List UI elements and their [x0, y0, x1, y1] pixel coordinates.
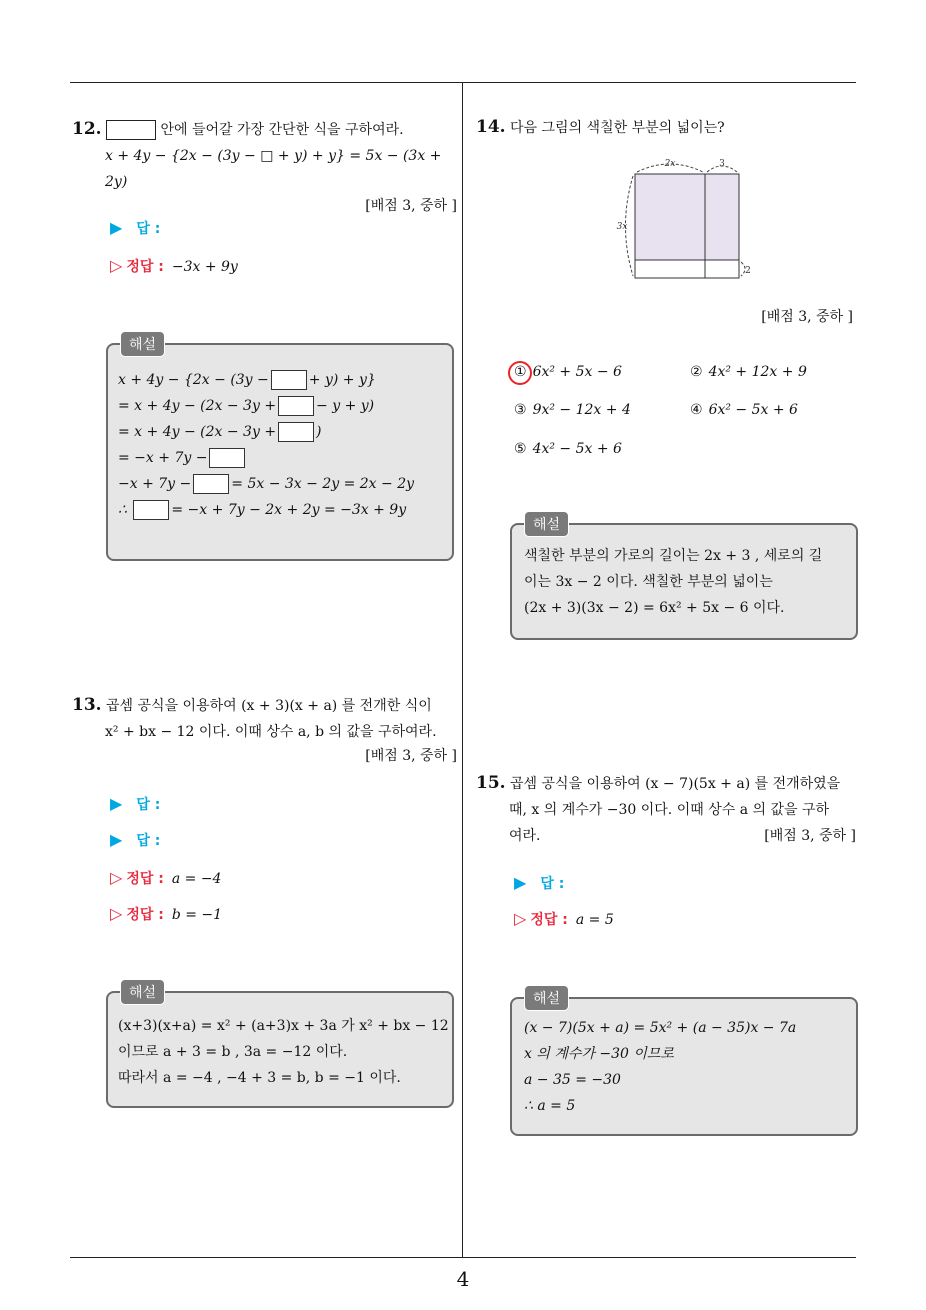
question-number: 15. — [476, 773, 506, 793]
sol-line-3a: = x + 4y − (2x − 3y + — [118, 424, 277, 440]
correct-label: 정답 : — [126, 907, 164, 923]
correct-answer-line — [110, 904, 222, 924]
solution-box — [106, 991, 454, 1108]
sol-line-5a: −x + 7y − — [118, 476, 192, 492]
solution-box — [106, 343, 454, 561]
blank-box — [278, 396, 314, 416]
correct-answer-line — [110, 256, 238, 276]
question-12 — [72, 116, 457, 215]
question-13 — [72, 692, 457, 765]
question-line-1: 곱셈 공식을 이용하여 (x + 3)(x + a) 를 전개한 식이 — [106, 698, 432, 714]
answer-label: 답 : — [136, 797, 161, 813]
choice-mark: ⑤ — [514, 441, 527, 457]
question-prompt: 안에 들어갈 가장 간단한 식을 구하여라. — [160, 122, 404, 138]
question-line-3-row — [476, 823, 856, 849]
unshaded-strip — [635, 260, 739, 278]
solution-lines — [524, 543, 822, 621]
solution-tab: 해설 — [524, 985, 569, 1011]
sol-line-1: (x+3)(x+a) = x² + (a+3)x + 3a 가 x² + bx − 12 — [118, 1018, 449, 1034]
choice-5[interactable] — [514, 441, 622, 457]
solution-tab: 해설 — [120, 331, 165, 357]
sol-line-2b: − y + y) — [316, 398, 375, 414]
question-line-2: 때, x 의 계수가 −30 이다. 이때 상수 a 의 값을 구하 — [509, 802, 830, 818]
correct-arrow-icon: ▷ — [514, 909, 527, 928]
solution-box — [510, 997, 858, 1136]
solution-lines — [118, 1013, 449, 1091]
label-3x: 3x — [616, 222, 628, 232]
solution-lines — [118, 367, 414, 523]
sol-line-6b: = −x + 7y − 2x + 2y = −3x + 9y — [171, 502, 407, 518]
answer-arrow-icon: ▶ — [110, 794, 123, 813]
blank-box — [209, 448, 245, 468]
choice-mark: ③ — [514, 402, 527, 418]
sol-line-2: x 의 계수가 −30 이므로 — [524, 1046, 674, 1062]
answer-line — [110, 218, 160, 238]
choice-mark: ④ — [690, 402, 703, 418]
column-divider — [462, 82, 463, 1258]
score-label: [배점 3, 중하 ] — [365, 748, 457, 764]
answer-arrow-icon: ▶ — [514, 873, 527, 892]
answer-label: 답 : — [136, 221, 161, 237]
bottom-rule — [70, 1257, 856, 1258]
choice-text: 6x² − 5x + 6 — [708, 402, 798, 418]
answer-line — [110, 830, 160, 850]
answer-label: 답 : — [540, 876, 565, 892]
sol-line-4a: = −x + 7y − — [118, 450, 208, 466]
correct-label: 정답 : — [530, 912, 568, 928]
solution-tab: 해설 — [524, 511, 569, 537]
choice-2[interactable] — [690, 364, 807, 380]
correct-label: 정답 : — [126, 871, 164, 887]
choice-mark: ② — [690, 364, 703, 380]
label-2x: 2x — [664, 159, 676, 169]
answer-label: 답 : — [136, 833, 161, 849]
blank-box — [278, 422, 314, 442]
sol-line-1b: + y) + y} — [308, 372, 376, 388]
choice-text: 4x² + 12x + 9 — [708, 364, 807, 380]
answer-line — [110, 794, 160, 814]
score-label: [배점 3, 중하 ] — [764, 828, 856, 844]
choice-3[interactable] — [514, 402, 631, 418]
shaded-region — [635, 174, 739, 260]
question-equation: x + 4y − {2x − (3y − □ + y) + y} = 5x − (3x + 2y) — [105, 148, 442, 190]
label-3: 3 — [719, 159, 725, 169]
sol-line-2: 이므로 a + 3 = b , 3a = −12 이다. — [118, 1044, 348, 1060]
sol-line-5b: = 5x − 3x − 2y = 2x − 2y — [231, 476, 415, 492]
score-label: [배점 3, 중하 ] — [761, 309, 853, 325]
question-line-2: x² + bx − 12 이다. 이때 상수 a, b 의 값을 구하여라. — [105, 724, 437, 740]
question-line-1: 곱셈 공식을 이용하여 (x − 7)(5x + a) 를 전개하였을 — [510, 776, 841, 792]
correct-answer-line — [514, 909, 614, 929]
solution-tab: 해설 — [120, 979, 165, 1005]
answer-line — [514, 873, 564, 893]
correct-arrow-icon: ▷ — [110, 904, 123, 923]
sol-line-2: 이는 3x − 2 이다. 색칠한 부분의 넓이는 — [524, 574, 773, 590]
sol-line-6a: ∴ — [118, 502, 127, 518]
choice-text: 9x² − 12x + 4 — [532, 402, 631, 418]
choice-text: 6x² + 5x − 6 — [532, 364, 622, 380]
correct-value: b = −1 — [171, 907, 223, 923]
question-15 — [476, 770, 856, 849]
choice-4[interactable] — [690, 402, 798, 418]
top-rule — [70, 82, 856, 83]
sol-line-2a: = x + 4y − (2x − 3y + — [118, 398, 277, 414]
sol-line-4: ∴ a = 5 — [524, 1098, 576, 1114]
area-figure — [610, 154, 760, 284]
correct-label: 정답 : — [126, 259, 164, 275]
question-14 — [476, 114, 725, 141]
question-prompt: 다음 그림의 색칠한 부분의 넓이는? — [510, 120, 725, 136]
answer-arrow-icon: ▶ — [110, 218, 123, 237]
correct-answer-line — [110, 868, 221, 888]
question-number: 14. — [476, 117, 506, 137]
blank-box — [193, 474, 229, 494]
label-2: 2 — [745, 266, 751, 276]
sol-line-3: (2x + 3)(3x − 2) = 6x² + 5x − 6 이다. — [524, 600, 785, 616]
answer-arrow-icon: ▶ — [110, 830, 123, 849]
sol-line-1a: x + 4y − {2x − (3y − — [118, 372, 269, 388]
page-number: 4 — [456, 1267, 470, 1291]
sol-line-3b: ) — [316, 424, 322, 440]
solution-box — [510, 523, 858, 640]
blank-box — [271, 370, 307, 390]
sol-line-1: 색칠한 부분의 가로의 길이는 2x + 3 , 세로의 길 — [524, 548, 823, 564]
sol-line-3: 따라서 a = −4 , −4 + 3 = b, b = −1 이다. — [118, 1070, 401, 1086]
choice-text: 4x² − 5x + 6 — [532, 441, 622, 457]
choice-1[interactable] — [514, 364, 622, 380]
blank-box — [133, 500, 169, 520]
sol-line-1: (x − 7)(5x + a) = 5x² + (a − 35)x − 7a — [524, 1020, 797, 1036]
correct-value: −3x + 9y — [171, 259, 238, 275]
score-label: [배점 3, 중하 ] — [365, 198, 457, 214]
correct-arrow-icon: ▷ — [110, 256, 123, 275]
question-line-3: 여라. — [509, 828, 541, 844]
sol-line-3: a − 35 = −30 — [524, 1072, 621, 1088]
question-number: 13. — [72, 695, 102, 715]
question-number: 12. — [72, 119, 102, 139]
correct-value: a = −4 — [171, 871, 222, 887]
choice-mark: ① — [514, 364, 527, 380]
correct-value: a = 5 — [575, 912, 614, 928]
blank-box — [106, 120, 156, 140]
solution-lines — [524, 1015, 796, 1119]
correct-arrow-icon: ▷ — [110, 868, 123, 887]
